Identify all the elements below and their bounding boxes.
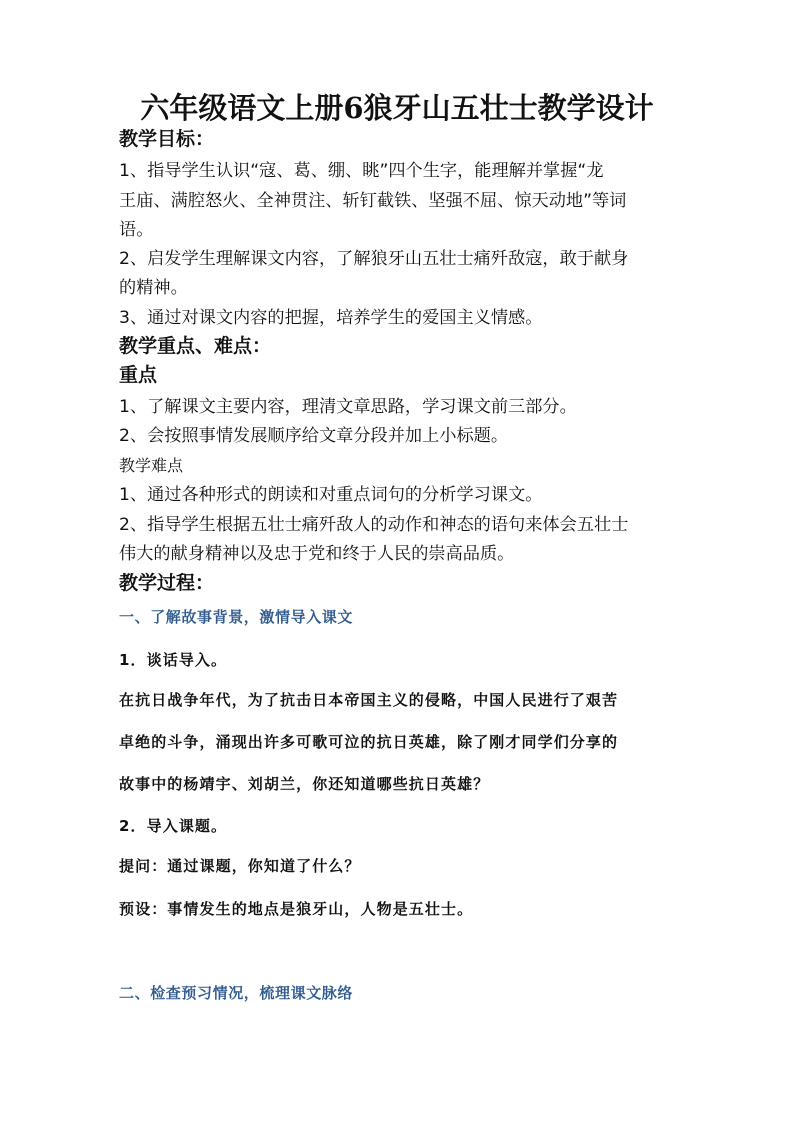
- key-points-heading: 教学重点、难点：: [119, 335, 272, 357]
- intro-para-line-1: 在抗日战争年代，为了抗击日本帝国主义的侵略，中国人民进行了艰苦: [119, 691, 619, 709]
- focus-line-1: 1、了解课文主要内容，理清文章思路，学习课文前三部分。: [119, 397, 577, 417]
- objective-line-6: 3、通过对课文内容的把握，培养学生的爱国主义情感。: [119, 308, 543, 328]
- objective-line-3: 语。: [119, 220, 154, 240]
- intro-para-line-3: 故事中的杨靖宇、刘胡兰，你还知道哪些抗日英雄？: [119, 775, 490, 793]
- difficulty-heading: 教学难点: [119, 456, 184, 475]
- step-2-label: 2．导入课题。: [119, 817, 228, 835]
- process-heading: 教学过程：: [119, 572, 215, 594]
- section-2-title: 二、检查预习情况，梳理课文脉络: [119, 984, 354, 1002]
- objective-line-2: 王庙、满腔怒火、全神贯注、斩钉截铁、坚强不屈、惊天动地”等词: [119, 191, 627, 211]
- objectives-heading: 教学目标：: [119, 128, 215, 150]
- intro-para-line-2: 卓绝的斗争，涌现出许多可歌可泣的抗日英雄，除了刚才同学们分享的: [119, 733, 619, 751]
- objective-line-5: 的精神。: [119, 278, 188, 298]
- objective-line-1: 1、指导学生认识“寇、葛、绷、眺”四个生字，能理解并掌握“龙: [119, 161, 604, 181]
- document-title: 六年级语文上册6狼牙山五壮士教学设计: [140, 91, 654, 125]
- step-1-label: 1．谈话导入。: [119, 651, 228, 669]
- question-line: 提问：通过课题，你知道了什么？: [119, 857, 361, 875]
- preset-line: 预设：事情发生的地点是狼牙山，人物是五壮士。: [119, 900, 474, 918]
- focus-line-2: 2、会按照事情发展顺序给文章分段并加上小标题。: [119, 426, 509, 446]
- difficulty-line-2: 2、指导学生根据五壮士痛歼敌人的动作和神态的语句来体会五壮士: [119, 515, 629, 535]
- difficulty-line-1: 1、通过各种形式的朗读和对重点词句的分析学习课文。: [119, 485, 543, 505]
- section-1-title: 一、了解故事背景，激情导入课文: [119, 608, 354, 626]
- objective-line-4: 2、启发学生理解课文内容，了解狼牙山五壮士痛歼敌寇，敢于献身: [119, 249, 629, 269]
- difficulty-line-3: 伟大的献身精神以及忠于党和终于人民的崇高品质。: [119, 544, 515, 564]
- focus-heading: 重点: [119, 364, 158, 386]
